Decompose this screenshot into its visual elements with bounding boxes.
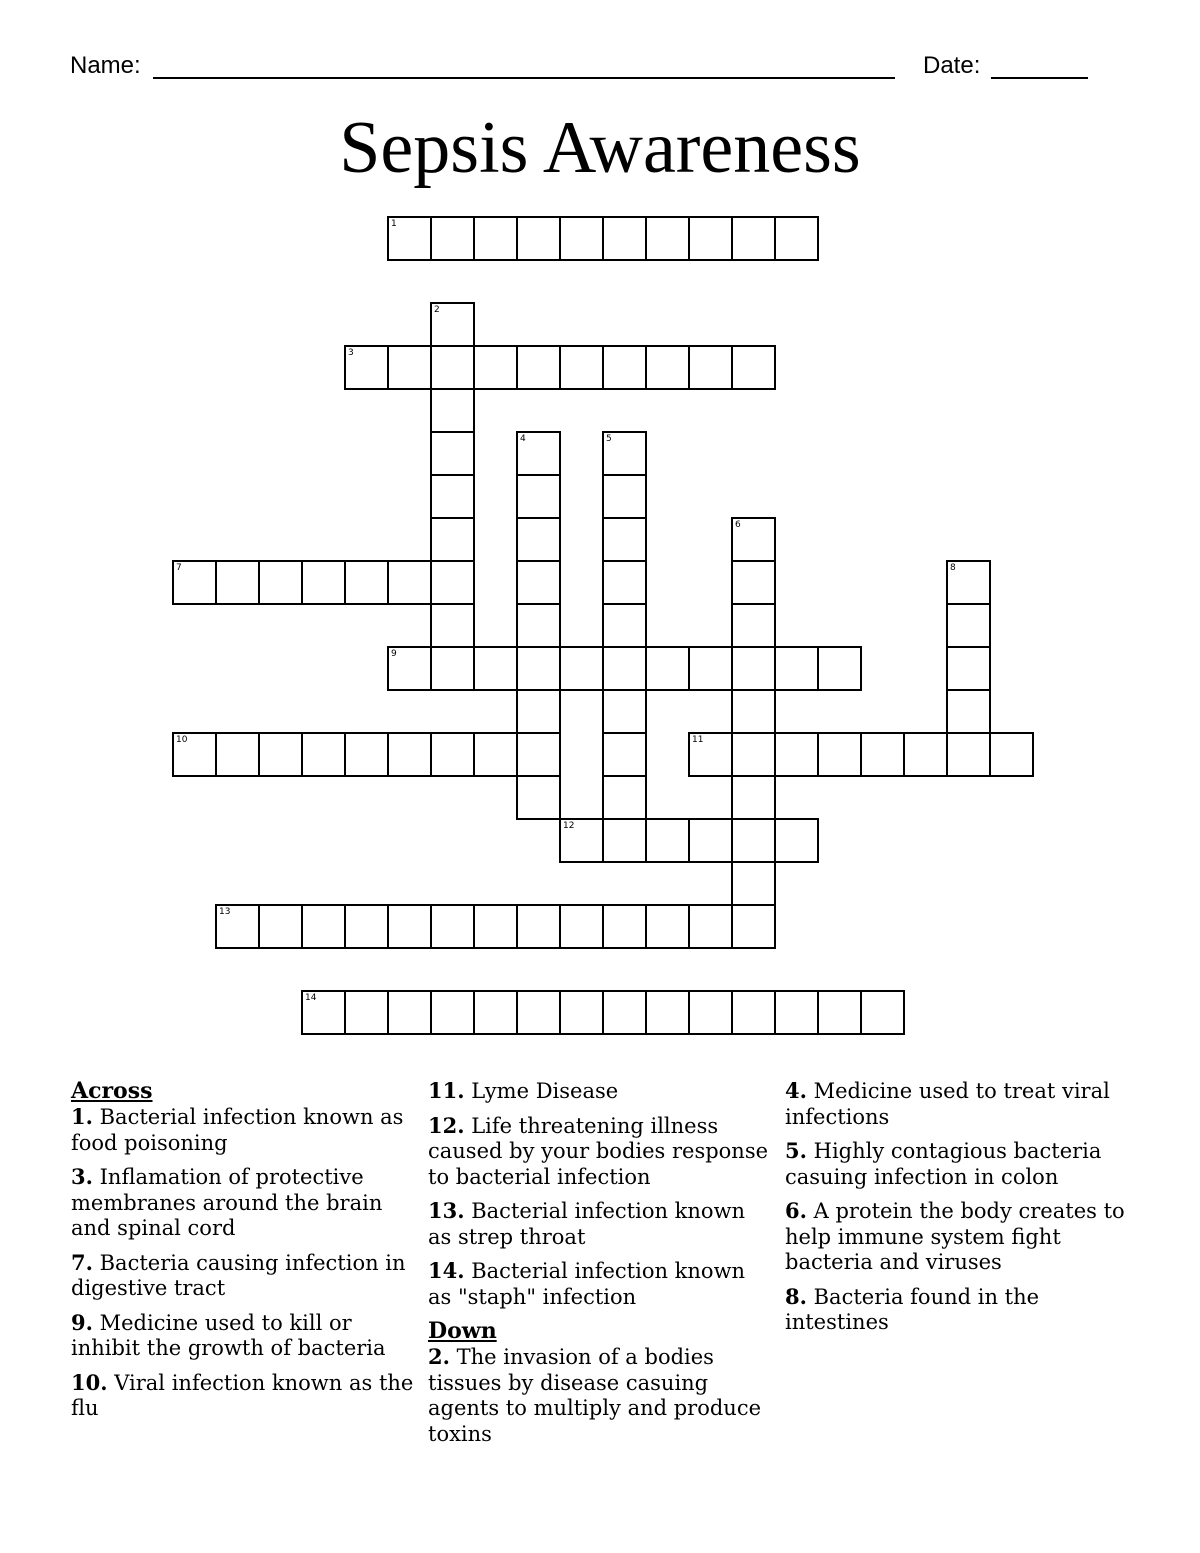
grid-cell[interactable] [688,216,733,261]
clue-across-14: 14. Bacterial infection known as "staph" infection [428,1258,746,1309]
grid-cell[interactable] [731,646,776,691]
grid-cell[interactable] [860,990,905,1035]
clue-down-4: 4. Medicine used to treat viral infections [785,1078,1110,1129]
grid-cell[interactable] [688,990,733,1035]
grid-cell[interactable] [387,904,432,949]
grid-cell[interactable] [731,990,776,1035]
grid-cell[interactable] [473,345,518,390]
grid-cell[interactable] [344,990,389,1035]
page-title: Sepsis Awareness [339,107,861,189]
grid-cell[interactable] [516,904,561,949]
cell-number: 2 [434,305,440,315]
cell-number: 5 [606,434,612,444]
grid-cell[interactable] [516,345,561,390]
grid-cell[interactable] [387,732,432,777]
grid-cell[interactable] [774,818,819,863]
cell-number: 8 [950,563,956,573]
grid-cell[interactable] [301,990,346,1035]
grid-cell[interactable] [774,990,819,1035]
grid-cell[interactable] [946,732,991,777]
grid-cell[interactable] [301,560,346,605]
grid-cell[interactable] [430,732,475,777]
cell-number: 9 [391,649,397,659]
grid-cell[interactable] [731,689,776,734]
grid-cell[interactable] [430,990,475,1035]
grid-cell[interactable] [688,818,733,863]
grid-cell[interactable] [473,904,518,949]
grid-cell[interactable] [430,388,475,433]
cell-number: 4 [520,434,526,444]
grid-cell[interactable] [172,732,217,777]
clue-across-10: 10. Viral infection known as the flu [71,1369,414,1420]
down-heading: Down [428,1318,497,1344]
grid-cell[interactable] [430,904,475,949]
grid-cell[interactable] [516,431,561,476]
grid-cell[interactable] [946,646,991,691]
grid-cell[interactable] [645,345,690,390]
grid-cell[interactable] [430,646,475,691]
grid-cell[interactable] [602,216,647,261]
grid-cell[interactable] [688,646,733,691]
grid-cell[interactable] [215,732,260,777]
grid-cell[interactable] [387,646,432,691]
grid-cell[interactable] [602,904,647,949]
grid-cell[interactable] [645,216,690,261]
grid-cell[interactable] [602,818,647,863]
grid-cell[interactable] [817,732,862,777]
cell-number: 12 [563,821,575,831]
grid-cell[interactable] [172,560,217,605]
grid-cell[interactable] [946,560,991,605]
date-line[interactable] [991,77,1088,79]
grid-cell[interactable] [516,646,561,691]
clue-down-2: 2. The invasion of a bodies tissues by disease casuing agents to multiply and produce toxins [428,1344,762,1446]
cell-number: 10 [176,735,188,745]
cell-number: 14 [305,993,317,1003]
grid-cell[interactable] [516,775,561,820]
grid-cell[interactable] [516,689,561,734]
cell-number: 11 [692,735,704,745]
clue-across-11: 11. Lyme Disease [428,1078,619,1103]
clue-down-6: 6. A protein the body creates to help immune system fight bacteria and viruses [785,1198,1125,1274]
grid-cell[interactable] [344,732,389,777]
grid-cell[interactable] [989,732,1034,777]
grid-cell[interactable] [817,990,862,1035]
grid-cell[interactable] [688,732,733,777]
grid-cell[interactable] [258,732,303,777]
grid-cell[interactable] [645,646,690,691]
grid-cell[interactable] [731,216,776,261]
grid-cell[interactable] [473,732,518,777]
grid-cell[interactable] [258,904,303,949]
clue-across-3: 3. Inflamation of protective membranes around the brain and spinal cord [71,1164,383,1240]
grid-cell[interactable] [774,732,819,777]
cell-number: 13 [219,907,231,917]
grid-cell[interactable] [258,560,303,605]
grid-cell[interactable] [430,560,475,605]
across-heading: Across [71,1078,153,1104]
grid-cell[interactable] [473,646,518,691]
grid-cell[interactable] [946,603,991,648]
grid-cell[interactable] [731,732,776,777]
clue-across-7: 7. Bacteria causing infection in digestive tract [71,1249,406,1300]
grid-cell[interactable] [516,517,561,562]
grid-cell[interactable] [559,990,604,1035]
clue-across-9: 9. Medicine used to kill or inhibit the growth of bacteria [71,1309,386,1360]
grid-cell[interactable] [731,818,776,863]
grid-cell[interactable] [430,517,475,562]
grid-cell[interactable] [860,732,905,777]
cell-number: 1 [391,219,397,229]
grid-cell[interactable] [688,904,733,949]
grid-cell[interactable] [387,560,432,605]
grid-cell[interactable] [430,431,475,476]
grid-cell[interactable] [344,345,389,390]
grid-cell[interactable] [301,904,346,949]
grid-cell[interactable] [645,990,690,1035]
cell-number: 3 [348,348,354,358]
grid-cell[interactable] [946,689,991,734]
grid-cell[interactable] [602,517,647,562]
clue-down-5: 5. Highly contagious bacteria casuing infection in colon [785,1138,1102,1189]
name-line[interactable] [153,77,895,79]
date-label: Date: [923,52,981,79]
grid-cell[interactable] [602,603,647,648]
clue-across-13: 13. Bacterial infection known as strep throat [428,1198,746,1249]
grid-cell[interactable] [817,646,862,691]
grid-cell[interactable] [903,732,948,777]
grid-cell[interactable] [516,560,561,605]
grid-cell[interactable] [430,302,475,347]
grid-cell[interactable] [516,474,561,519]
grid-cell[interactable] [215,560,260,605]
grid-cell[interactable] [430,603,475,648]
grid-cell[interactable] [387,990,432,1035]
grid-cell[interactable] [559,216,604,261]
clue-across-1: 1. Bacterial infection known as food poisoning [71,1104,404,1155]
grid-cell[interactable] [473,990,518,1035]
grid-cell[interactable] [430,345,475,390]
grid-cell[interactable] [430,216,475,261]
grid-cell[interactable] [602,646,647,691]
grid-cell[interactable] [344,560,389,605]
clue-across-12: 12. Life threatening illness caused by your bodies response to bacterial infection [428,1112,769,1189]
grid-cell[interactable] [602,775,647,820]
grid-cell[interactable] [387,345,432,390]
grid-cell[interactable] [387,216,432,261]
grid-cell[interactable] [688,345,733,390]
clue-down-8: 8. Bacteria found in the intestines [785,1283,1040,1334]
grid-cell[interactable] [731,861,776,906]
grid-cell[interactable] [516,990,561,1035]
grid-cell[interactable] [516,732,561,777]
grid-cell[interactable] [516,216,561,261]
grid-cell[interactable] [602,345,647,390]
clue-column-1 [71,1078,416,1430]
grid-cell[interactable] [731,345,776,390]
grid-cell[interactable] [602,990,647,1035]
grid-cell[interactable] [559,818,604,863]
grid-cell[interactable] [602,689,647,734]
grid-cell[interactable] [731,560,776,605]
grid-cell[interactable] [602,732,647,777]
grid-cell[interactable] [344,904,389,949]
grid-cell[interactable] [645,904,690,949]
grid-cell[interactable] [602,474,647,519]
grid-cell[interactable] [774,216,819,261]
grid-cell[interactable] [731,904,776,949]
grid-cell[interactable] [430,474,475,519]
grid-cell[interactable] [301,732,346,777]
cell-number: 6 [735,520,741,530]
grid-cell[interactable] [731,603,776,648]
clue-column-3 [785,1078,1125,1344]
grid-cell[interactable] [215,904,260,949]
grid-cell[interactable] [731,517,776,562]
cell-number: 7 [176,563,182,573]
grid-cell[interactable] [645,818,690,863]
grid-cell[interactable] [731,775,776,820]
grid-cell[interactable] [602,560,647,605]
grid-cell[interactable] [473,216,518,261]
grid-cell[interactable] [559,904,604,949]
grid-cell[interactable] [602,431,647,476]
grid-cell[interactable] [559,345,604,390]
grid-cell[interactable] [774,646,819,691]
clue-column-2 [428,1078,773,1455]
grid-cell[interactable] [559,646,604,691]
name-label: Name: [70,52,141,79]
grid-cell[interactable] [516,603,561,648]
